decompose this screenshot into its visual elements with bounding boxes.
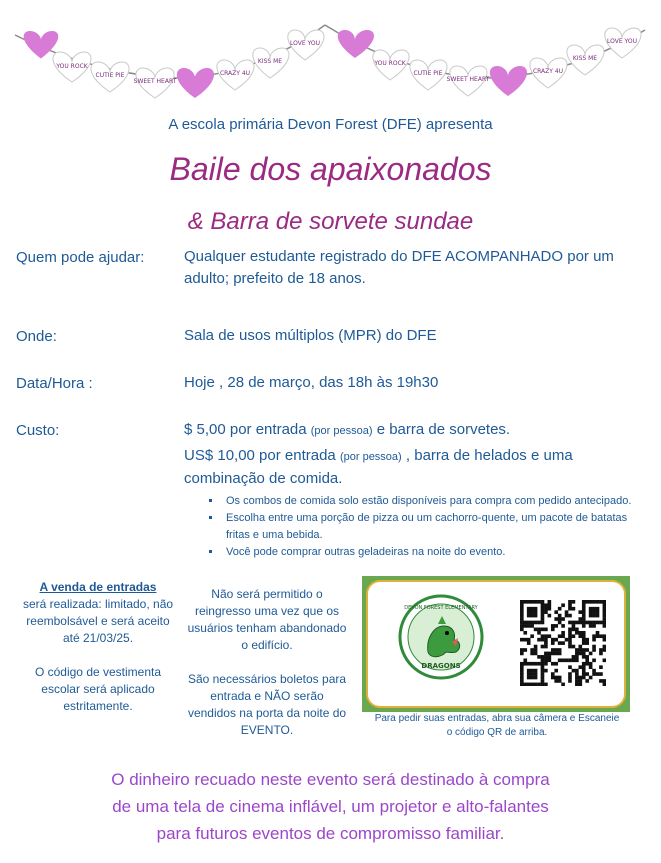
svg-text:CRAZY 4U: CRAZY 4U — [532, 68, 564, 75]
svg-text:CRAZY 4U: CRAZY 4U — [219, 70, 251, 77]
where-value: Sala de usos múltiplos (MPR) do DFE — [184, 327, 437, 344]
svg-text:KISS ME: KISS ME — [572, 55, 598, 62]
heart-kiss-me-icon — [253, 48, 289, 78]
who-label: Quem pode ajudar: — [16, 249, 145, 266]
heart-kiss-me-icon — [567, 45, 604, 75]
heart-cutie-pie-icon — [410, 60, 447, 90]
heart-garland — [0, 0, 661, 105]
svg-text:SWEET HEART: SWEET HEART — [133, 78, 177, 85]
heart-cutie-pie-icon — [91, 62, 129, 92]
cost-line-2-desc: , barra de helados e uma combinação de comida. — [184, 447, 573, 487]
svg-text:CUTIE PIE: CUTIE PIE — [413, 70, 443, 77]
heart-pink-icon — [490, 66, 527, 96]
bullet-item: ▪ Os combos de comida solo estão disponíveis para compra com pedido antecipado. — [222, 493, 642, 510]
heart-crazy-4u-icon — [217, 60, 254, 90]
cost-line-1-price: $ 5,00 por entrada — [184, 421, 311, 438]
cost-label: Custo: — [16, 422, 60, 439]
svg-text:YOU ROCK: YOU ROCK — [374, 60, 406, 67]
svg-text:LOVE YOU: LOVE YOU — [290, 40, 320, 47]
cost-line-2-price: US$ 10,00 por entrada — [184, 447, 340, 464]
heart-love-you-icon — [605, 28, 641, 58]
dragons-logo — [398, 594, 484, 680]
event-title: Baile dos apaixonados — [169, 151, 492, 187]
tickets-required-text: São necessários boletos para entrada e NÃO serão vendidos na porta da noite do EVENTO. — [187, 672, 347, 737]
where-label: Onde: — [16, 328, 57, 345]
heart-you-rock-icon — [53, 52, 91, 82]
food-bullets — [202, 493, 642, 561]
cost-line-1-desc: e barra de sorvetes. — [372, 421, 511, 438]
cost-line-2 — [184, 445, 649, 490]
qr-caption: Para pedir suas entradas, abra sua câmera e Escaneie o código QR de arriba. — [374, 713, 620, 738]
heart-sweet-heart-icon — [134, 68, 177, 98]
qr-code[interactable] — [520, 600, 606, 686]
heart-you-rock-icon — [373, 50, 409, 80]
cost-line-1-note: (por pessoa) — [310, 425, 373, 437]
heart-pink-icon — [24, 31, 59, 59]
rules-info — [186, 586, 348, 739]
bullet-item: ▪ Escolha entre uma porção de pizza ou um cachorro-quente, um pacote de batatas fritas e uma bebida. — [222, 510, 642, 544]
dress-code-text: O código de vestimenta escolar será aplicado estritamente. — [34, 665, 162, 713]
tickets-info — [18, 579, 178, 715]
tickets-heading: A venda de entradas — [39, 580, 157, 594]
footer-line-2: de uma tela de cinema inflável, um projetor e alto-falantes — [112, 797, 549, 816]
cost-line-1 — [184, 419, 644, 442]
heart-pink-icon — [338, 30, 374, 58]
who-value: Qualquer estudante registrado do DFE ACOMPANHADO por um adulto; prefeito de 18 anos. — [184, 248, 614, 287]
heart-sweet-heart-icon — [447, 66, 490, 96]
svg-text:SWEET HEART: SWEET HEART — [446, 76, 490, 83]
event-subtitle: & Barra de sorvete sundae — [187, 208, 474, 235]
qr-card — [362, 576, 630, 712]
tickets-text: será realizada: limitado, não reembolsável e será aceito até 21/03/25. — [22, 597, 174, 645]
heart-pink-icon — [177, 68, 214, 98]
bullet-item: ▪ Você pode comprar outras geladeiras na noite do evento. — [222, 544, 642, 561]
heart-crazy-4u-icon — [530, 58, 567, 88]
svg-text:YOU ROCK: YOU ROCK — [56, 63, 88, 70]
svg-text:DRAGONS: DRAGONS — [421, 662, 461, 670]
cost-line-2-note: (por pessoa) — [339, 451, 402, 463]
svg-text:DEVON FOREST ELEMENTARY: DEVON FOREST ELEMENTARY — [404, 605, 478, 611]
footer-line-3: para futuros eventos de compromisso familiar. — [156, 824, 505, 843]
presents-line: A escola primária Devon Forest (DFE) apresenta — [168, 116, 493, 133]
datetime-label: Data/Hora : — [16, 375, 93, 392]
reentry-text: Não será permitido o reingresso uma vez que os usuários tenham abandonado o edifício. — [187, 587, 347, 652]
svg-text:KISS ME: KISS ME — [257, 58, 283, 65]
svg-text:CUTIE PIE: CUTIE PIE — [95, 72, 125, 79]
datetime-value: Hoje , 28 de março, das 18h às 19h30 — [184, 374, 439, 391]
heart-love-you-icon — [288, 30, 324, 60]
footer-line-1: O dinheiro recuado neste evento será destinado à compra — [111, 770, 550, 789]
svg-text:LOVE YOU: LOVE YOU — [607, 38, 637, 45]
